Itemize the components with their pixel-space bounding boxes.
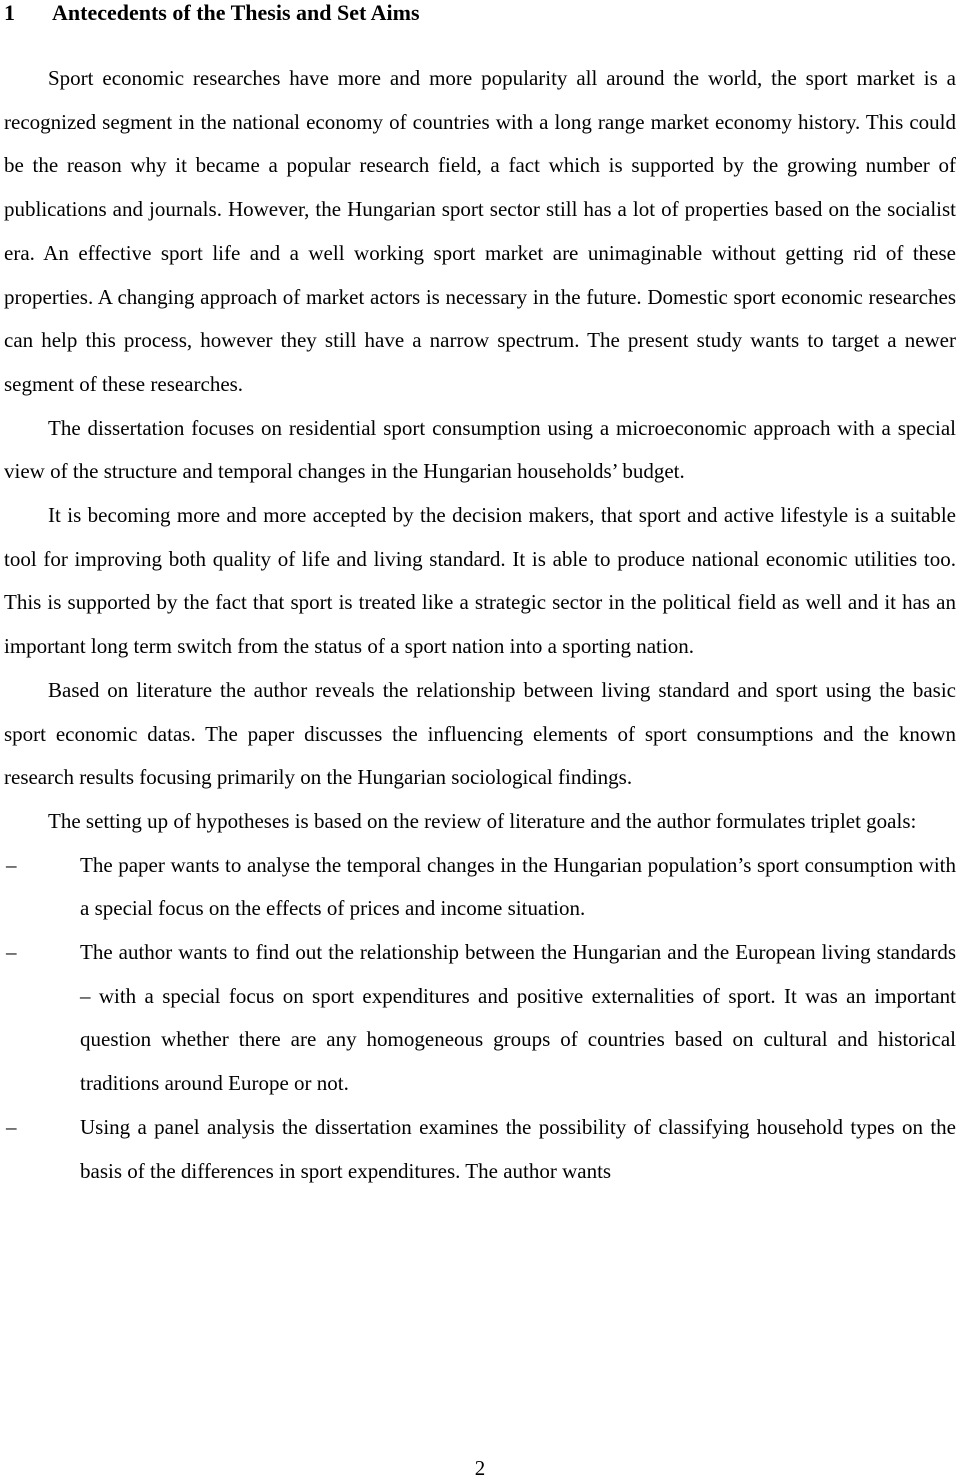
bullet-dash: – (6, 940, 17, 965)
section-number: 1 (4, 0, 15, 25)
list-item (4, 931, 956, 1106)
bullet-dash: – (6, 1114, 17, 1139)
list-item-text: Using a panel analysis the dissertation examines the possibility of classifying household types on the basis of the differences in sport expenditures. The author wants (80, 1114, 956, 1183)
list-item (4, 844, 956, 931)
bullet-dash: – (6, 852, 17, 877)
page-number: 2 (474, 1456, 486, 1480)
list-item (4, 1106, 956, 1193)
document-body (4, 57, 956, 1193)
paragraph-5: The setting up of hypotheses is based on the review of literature and the author formulates triplet goals: (48, 808, 917, 833)
paragraph-1: Sport economic researches have more and more popularity all around the world, the sport market is a recognized segment in the national economy of countries with a long range market economy history. This could be the reason why it became a popular research field, a fact which is supported by the growing number of publications and journals. However, the Hungarian sport sector still has a lot of properties based on the socialist era. An effective sport life and a well working sport market are unimaginable without getting rid of these properties. A changing approach of market actors is necessary in the future. Domestic sport economic researches can help this process, however they still have a narrow spectrum. The present study wants to target a newer segment of these researches. (4, 66, 956, 396)
paragraph-3: It is becoming more and more accepted by the decision makers, that sport and active lifestyle is a suitable tool for improving both quality of life and living standard. It is able to produce national economic utilities too. This is supported by the fact that sport is treated like a strategic sector in the political field as well and it has an important long term switch from the status of a sport nation into a sporting nation. (4, 503, 956, 659)
list-item-text: The paper wants to analyse the temporal changes in the Hungarian population’s sport consumption with a special focus on the effects of prices and income situation. (80, 852, 956, 921)
list-item-text: The author wants to find out the relationship between the Hungarian and the European living standards – with a special focus on sport expenditures and positive externalities of sport. It was an important question whether there are any homogeneous groups of countries based on cultural and historical traditions around Europe or not. (80, 940, 956, 1096)
section-heading (4, 0, 944, 26)
paragraph-4: Based on literature the author reveals the relationship between living standard and sport using the basic sport economic datas. The paper discusses the influencing elements of sport consumptions and the known research results focusing primarily on the Hungarian sociological findings. (4, 677, 956, 790)
goals-list (4, 844, 956, 1194)
paragraph-2: The dissertation focuses on residential sport consumption using a microeconomic approach with a special view of the structure and temporal changes in the Hungarian households’ budget. (4, 415, 956, 484)
section-title: Antecedents of the Thesis and Set Aims (52, 0, 420, 25)
